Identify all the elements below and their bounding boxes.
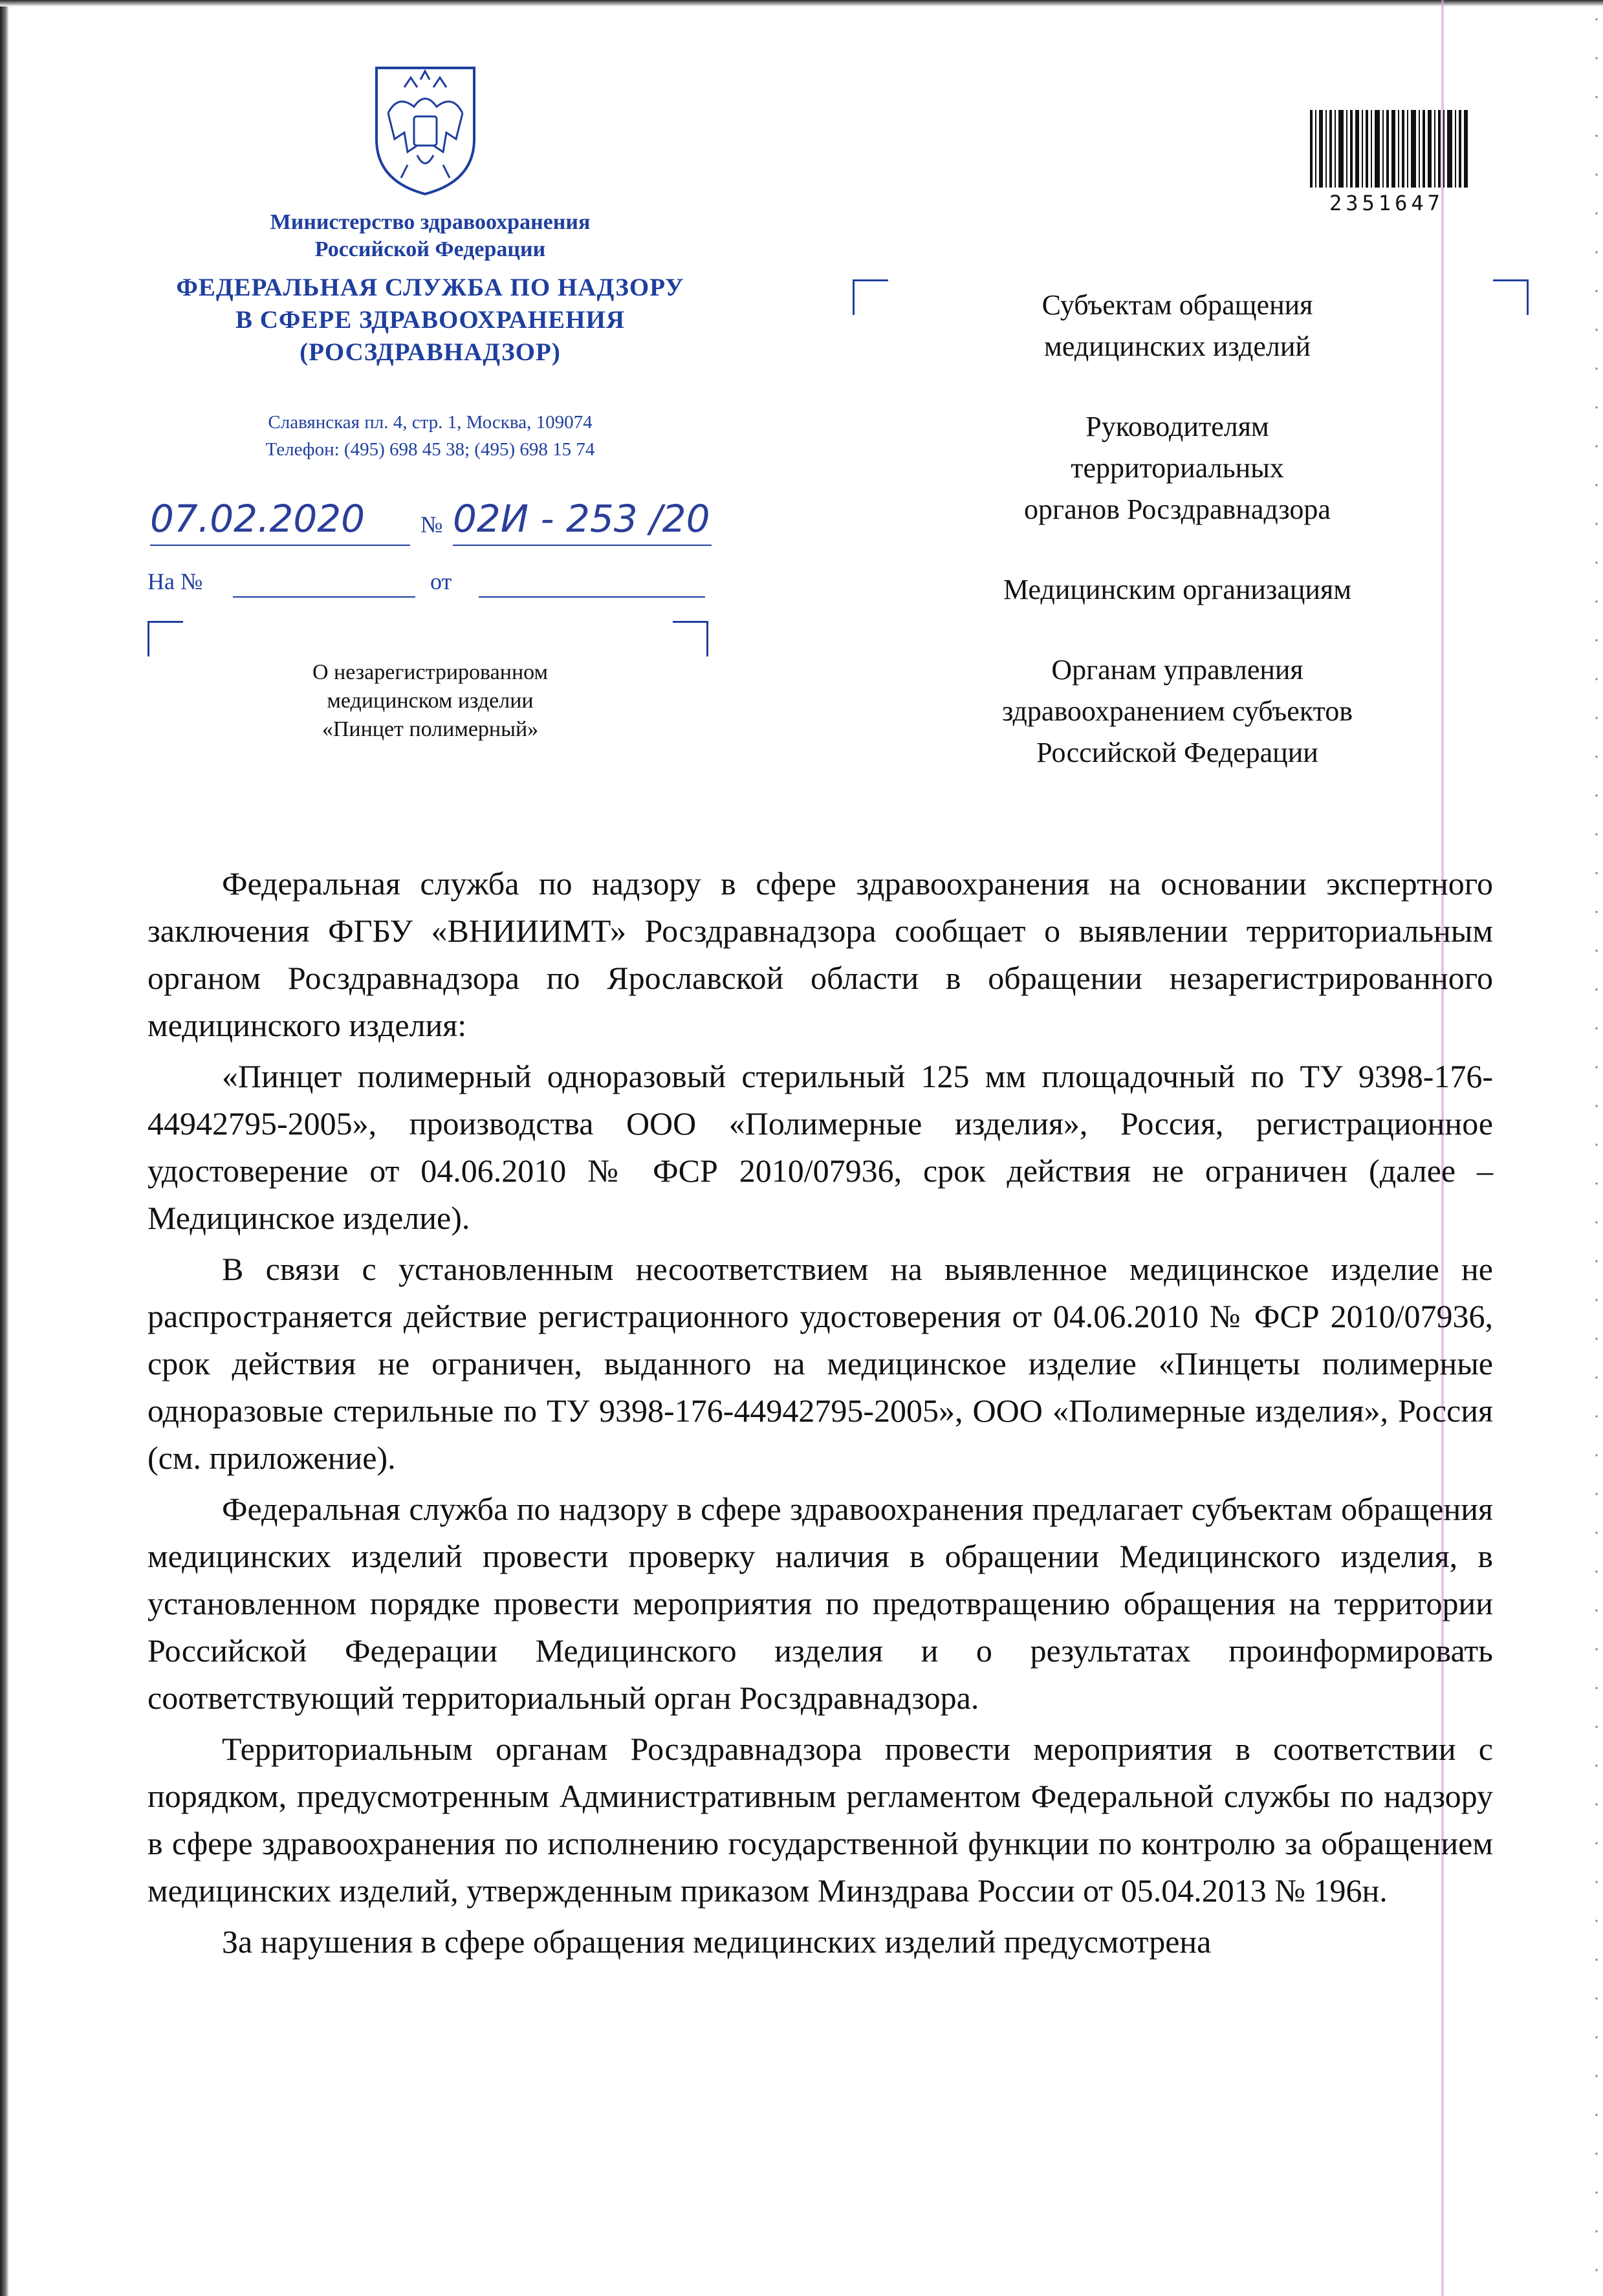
recipient-line: Руководителям [1085, 411, 1269, 442]
recipient-line: Органам управления [1051, 654, 1303, 686]
recipient-corner-right [1493, 279, 1529, 315]
recipient-group [932, 406, 1423, 530]
recipient-line: медицинских изделий [1044, 330, 1311, 362]
ministry-name [149, 209, 712, 263]
service-line-3: (РОСЗДРАВНАДЗОР) [300, 338, 561, 366]
recipient-group [932, 285, 1423, 367]
recipient-corner-left [853, 279, 888, 315]
recipient-line: Субъектам обращения [1041, 289, 1313, 321]
service-name [116, 272, 744, 369]
barcode-number: 2351647 [1329, 191, 1444, 215]
registration-number: 02И - 253 /20 [453, 497, 710, 541]
recipient-line: здравоохранением субъектов [1001, 695, 1353, 727]
recipient-line: Медицинским организациям [1003, 574, 1352, 605]
service-line-2: В СФЕРЕ ЗДРАВООХРАНЕНИЯ [235, 306, 626, 334]
subject-line-2: медицинском изделии [327, 689, 534, 713]
recipient-group [932, 649, 1423, 774]
letter-body [147, 860, 1493, 1969]
number-sign: № [420, 512, 443, 537]
recipient-line: территориальных [1071, 452, 1284, 484]
sender-address [149, 409, 712, 463]
body-paragraph: За нарушения в сфере обращения медицинских изделий предусмотрена [222, 1923, 1212, 1960]
recipient-group [932, 569, 1423, 611]
service-line-1: ФЕДЕРАЛЬНАЯ СЛУЖБА ПО НАДЗОРУ [176, 274, 684, 301]
subject-corner-left [147, 621, 183, 656]
letter-subject [220, 658, 640, 744]
scan-edge-left [0, 0, 9, 2296]
phone-line: Телефон: (495) 698 45 38; (495) 698 15 74 [265, 439, 595, 460]
body-paragraph: «Пинцет полимерный одноразовый стерильный 125 мм площадочный по ТУ 9398-176-44942795-2005», производства ООО «Полимерные изделия», Россия, регистрационное удостоверение от 04.06.2010 № ФСР 2010/07936, срок действия не ограничен (далее – Медицинское изделие). [147, 1058, 1493, 1236]
body-paragraph: Федеральная служба по надзору в сфере здравоохранения на основании экспертного заключения ФГБУ «ВНИИИМТ» Росздравнадзора сообщает о выявлении территориальным органом Росздравнадзора по Ярославской области в обращении незарегистрированного медицинского изделия: [147, 865, 1493, 1043]
perforation-marks [1595, 0, 1598, 2296]
ministry-line-1: Министерство здравоохранения [270, 210, 591, 234]
number-underline [453, 545, 712, 546]
body-paragraph: В связи с установленным несоответствием на выявленное медицинское изделие не распространяется действие регистрационного удостоверения от 04.06.2010 № ФСР 2010/07936, срок действия не ограничен, выданного на медицинское изделие «Пинцеты полимерные одноразовые стерильные по ТУ 9398-176-44942795-2005», ООО «Полимерные изделия», Россия (см. приложение). [147, 1251, 1493, 1476]
subject-line-3: «Пинцет полимерный» [322, 717, 539, 741]
subject-line-1: О незарегистрированном [312, 660, 549, 684]
reference-number-line [233, 596, 415, 598]
recipient-line: органов Росздравнадзора [1024, 493, 1331, 525]
registration-date: 07.02.2020 [150, 497, 365, 541]
reference-date-line [479, 596, 705, 598]
reference-number-label: На № [147, 569, 203, 594]
subject-corner-right [673, 621, 708, 656]
recipient-line: Российской Федерации [1036, 737, 1318, 768]
body-paragraph: Федеральная служба по надзору в сфере здравоохранения предлагает субъектам обращения медицинских изделий провести проверку наличия в обращении Медицинского изделия, в установленном порядке провести мероприятия по предотвращению обращения на территории Российской Федерации Медицинского изделия и о результатах проинформировать соответствующий территориальный орган Росздравнадзора. [147, 1491, 1493, 1716]
ministry-line-2: Российской Федерации [314, 237, 546, 261]
recipients-block [932, 285, 1423, 812]
reference-from-label: от [430, 569, 452, 594]
barcode-icon [1310, 110, 1468, 188]
date-underline [150, 545, 410, 546]
scan-edge-top [0, 0, 1603, 6]
body-paragraph: Территориальным органам Росздравнадзора провести мероприятия в соответствии с порядком, предусмотренным Административным регламентом Федеральной службы по надзору в сфере здравоохранения по исполнению государственной функции по контролю за обращением медицинских изделий, утвержденным приказом Минздрава России от 05.04.2013 № 196н. [147, 1731, 1493, 1909]
address-line: Славянская пл. 4, стр. 1, Москва, 109074 [268, 412, 593, 433]
coat-of-arms-icon [369, 61, 482, 197]
